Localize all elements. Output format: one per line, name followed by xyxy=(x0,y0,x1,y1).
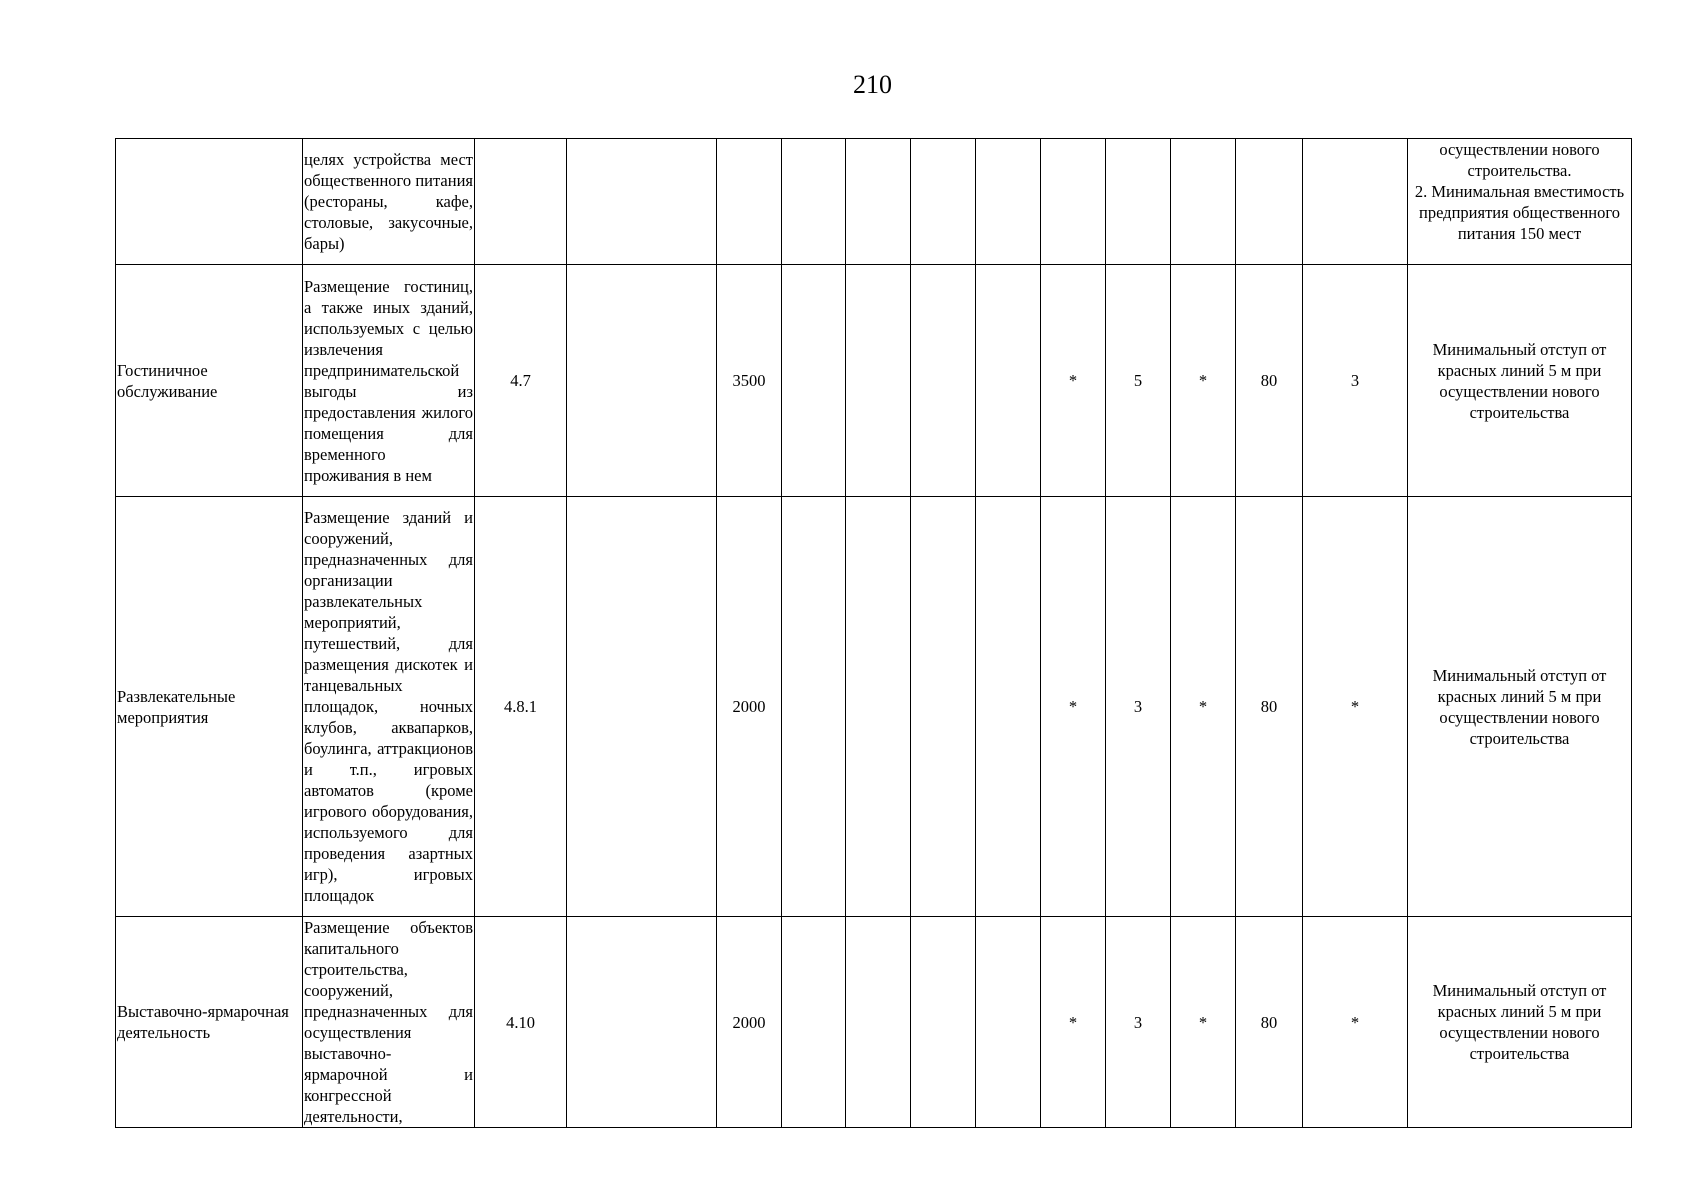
param-cell-9: * xyxy=(1171,497,1236,917)
param-cell-3 xyxy=(782,265,846,497)
param-cell-6 xyxy=(976,265,1041,497)
param-cell-5 xyxy=(911,139,976,265)
land-use-description: целях устройства мест общественного питания (рестораны, кафе, столовые, закусочные, бары) xyxy=(303,139,475,265)
land-use-code: 4.7 xyxy=(475,265,567,497)
param-cell-4 xyxy=(846,139,911,265)
notes-cell: Минимальный отступ от красных линий 5 м при осуществлении нового строительства xyxy=(1408,917,1632,1128)
table-row xyxy=(116,265,1632,497)
param-cell-7: * xyxy=(1041,497,1106,917)
param-cell-3 xyxy=(782,139,846,265)
param-cell-11: * xyxy=(1303,497,1408,917)
param-cell-1 xyxy=(567,497,717,917)
param-cell-7: * xyxy=(1041,917,1106,1128)
param-cell-11 xyxy=(1303,139,1408,265)
param-cell-5 xyxy=(911,917,976,1128)
param-cell-3 xyxy=(782,497,846,917)
param-cell-9 xyxy=(1171,139,1236,265)
land-use-description: Размещение гостиниц, а также иных зданий, используемых с целью извлечения предпринимательской выгоды из предоставления жилого помещения для временного проживания в нем xyxy=(303,265,475,497)
regulations-table xyxy=(115,138,1632,1128)
table-row xyxy=(116,139,1632,265)
page-number: 210 xyxy=(853,70,892,99)
param-cell-10: 80 xyxy=(1236,917,1303,1128)
param-cell-3 xyxy=(782,917,846,1128)
land-use-code: 4.8.1 xyxy=(475,497,567,917)
param-cell-4 xyxy=(846,265,911,497)
param-cell-6 xyxy=(976,917,1041,1128)
param-area: 2000 xyxy=(717,497,782,917)
param-cell-5 xyxy=(911,265,976,497)
param-cell-8: 3 xyxy=(1106,917,1171,1128)
param-cell-4 xyxy=(846,917,911,1128)
param-area xyxy=(717,139,782,265)
land-use-name: Выставочно-ярмарочная деятельность xyxy=(116,917,303,1128)
param-cell-11: 3 xyxy=(1303,265,1408,497)
land-use-code xyxy=(475,139,567,265)
param-cell-1 xyxy=(567,139,717,265)
table-row xyxy=(116,917,1632,1128)
param-cell-9: * xyxy=(1171,917,1236,1128)
param-cell-1 xyxy=(567,265,717,497)
param-cell-8: 5 xyxy=(1106,265,1171,497)
notes-cell: Минимальный отступ от красных линий 5 м при осуществлении нового строительства xyxy=(1408,497,1632,917)
land-use-name: Развлекательные мероприятия xyxy=(116,497,303,917)
param-area: 3500 xyxy=(717,265,782,497)
param-cell-11: * xyxy=(1303,917,1408,1128)
param-cell-8 xyxy=(1106,139,1171,265)
table-body xyxy=(116,139,1632,1128)
land-use-description: Размещение зданий и сооружений, предназначенных для организации развлекательных мероприятий, путешествий, для размещения дискотек и танцевальных площадок, ночных клубов, аквапарков, боулинга, аттракционов и т.п., игровых автоматов (кроме игрового оборудования, используемого для проведения азартных игр), игровых площадок xyxy=(303,497,475,917)
param-cell-7: * xyxy=(1041,265,1106,497)
land-use-description: Размещение объектов капитального строительства, сооружений, предназначенных для осуществления выставочно-ярмарочной и конгрессной деятельности, xyxy=(304,918,473,1126)
land-use-name xyxy=(116,139,303,265)
notes-cell: Минимальный отступ от красных линий 5 м при осуществлении нового строительства xyxy=(1408,265,1632,497)
param-cell-5 xyxy=(911,497,976,917)
param-cell-10: 80 xyxy=(1236,497,1303,917)
table-row xyxy=(116,497,1632,917)
param-cell-8: 3 xyxy=(1106,497,1171,917)
land-use-name: Гостиничное обслуживание xyxy=(116,265,303,497)
param-area: 2000 xyxy=(717,917,782,1128)
notes-cell: осуществлении нового строительства. 2. Минимальная вместимость предприятия общественного питания 150 мест xyxy=(1408,139,1632,265)
param-cell-4 xyxy=(846,497,911,917)
param-cell-1 xyxy=(567,917,717,1128)
param-cell-10: 80 xyxy=(1236,265,1303,497)
param-cell-9: * xyxy=(1171,265,1236,497)
param-cell-6 xyxy=(976,497,1041,917)
param-cell-10 xyxy=(1236,139,1303,265)
param-cell-7 xyxy=(1041,139,1106,265)
param-cell-6 xyxy=(976,139,1041,265)
land-use-code: 4.10 xyxy=(475,917,567,1128)
